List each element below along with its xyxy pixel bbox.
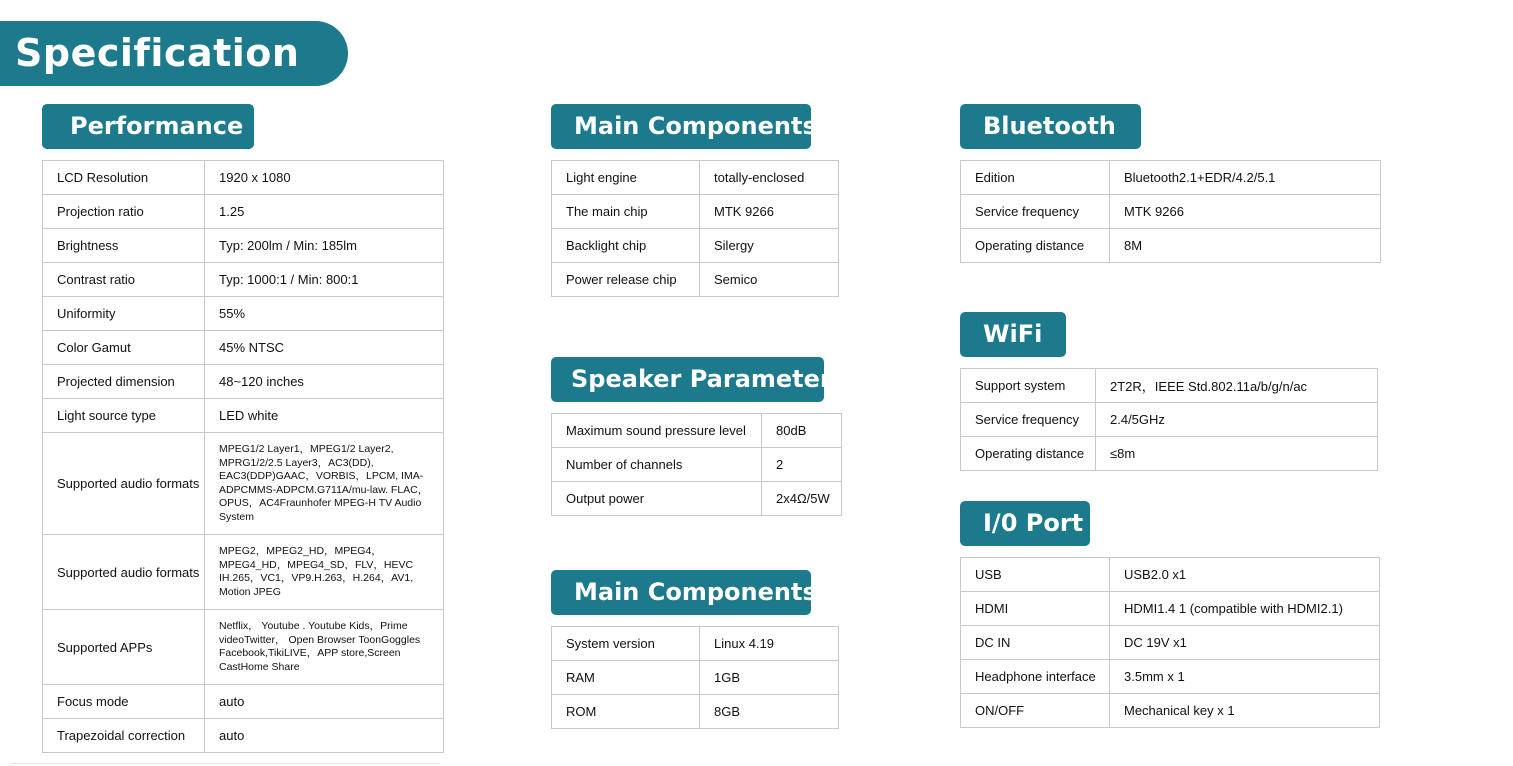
spec-value: Typ: 1000:1 / Min: 800:1 bbox=[205, 263, 444, 297]
spec-value: 2.4/5GHz bbox=[1096, 403, 1378, 437]
spec-label: Maximum sound pressure level bbox=[552, 414, 762, 448]
spec-label: Headphone interface bbox=[961, 660, 1110, 694]
spec-value: Silergy bbox=[700, 229, 839, 263]
table-row bbox=[552, 448, 842, 482]
spec-value: HDMI1.4 1 (compatible with HDMI2.1) bbox=[1110, 592, 1380, 626]
table-row bbox=[43, 331, 444, 365]
spec-value: 48~120 inches bbox=[205, 365, 444, 399]
spec-label: Service frequency bbox=[961, 403, 1096, 437]
spec-label: Light source type bbox=[43, 399, 205, 433]
spec-label: Supported APPs bbox=[43, 610, 205, 685]
table-row bbox=[43, 161, 444, 195]
spec-label: Uniformity bbox=[43, 297, 205, 331]
section-title-bluetooth: Bluetooth bbox=[960, 104, 1141, 149]
spec-value: USB2.0 x1 bbox=[1110, 558, 1380, 592]
spec-value: 1GB bbox=[700, 661, 839, 695]
table-row bbox=[43, 297, 444, 331]
spec-value: auto bbox=[205, 685, 444, 719]
footer-divider bbox=[10, 763, 440, 764]
spec-value: totally-enclosed bbox=[700, 161, 839, 195]
spec-value: 8GB bbox=[700, 695, 839, 729]
spec-label: Light engine bbox=[552, 161, 700, 195]
spec-label: Color Gamut bbox=[43, 331, 205, 365]
spec-label: RAM bbox=[552, 661, 700, 695]
spec-label: Brightness bbox=[43, 229, 205, 263]
table-row bbox=[961, 161, 1381, 195]
table-row bbox=[961, 229, 1381, 263]
spec-label: The main chip bbox=[552, 195, 700, 229]
spec-value: 80dB bbox=[762, 414, 842, 448]
page-title: Specification bbox=[15, 31, 300, 75]
wifi-table bbox=[960, 368, 1378, 471]
table-row bbox=[43, 365, 444, 399]
spec-value: 55% bbox=[205, 297, 444, 331]
section-title-main-components: Main Components bbox=[551, 104, 811, 149]
spec-label: Edition bbox=[961, 161, 1110, 195]
table-row bbox=[961, 592, 1380, 626]
spec-label: ROM bbox=[552, 695, 700, 729]
bluetooth-table bbox=[960, 160, 1381, 263]
spec-label: Projected dimension bbox=[43, 365, 205, 399]
spec-label: Supported audio formats bbox=[43, 535, 205, 610]
section-title-wifi: WiFi bbox=[960, 312, 1066, 357]
spec-label: Operating distance bbox=[961, 437, 1096, 471]
section-title-main-components-system: Main Components bbox=[551, 570, 811, 615]
page-title-banner bbox=[0, 21, 348, 86]
spec-label: USB bbox=[961, 558, 1110, 592]
table-row bbox=[961, 369, 1378, 403]
spec-value: MPEG2，MPEG2_HD，MPEG4， MPEG4_HD，MPEG4_SD，FLV，HEVC IH.265，VC1，VP9.H.263，H.264，AV1, Motion JPEG bbox=[205, 535, 444, 610]
spec-value: 1.25 bbox=[205, 195, 444, 229]
spec-value: MTK 9266 bbox=[700, 195, 839, 229]
speaker-parameters-table bbox=[551, 413, 842, 516]
spec-value: MPEG1/2 Layer1，MPEG1/2 Layer2, MPRG1/2/2.5 Layer3，AC3(DD), EAC3(DDP)GAAC，VORBIS，LPCM, IMA-ADPCMMS-ADPCM.G711A/mu-law. FLAC，OPUS，AC4Fraunhofer MPEG-H TV Audio System bbox=[205, 433, 444, 535]
spec-label: Contrast ratio bbox=[43, 263, 205, 297]
table-row bbox=[961, 558, 1380, 592]
spec-value: 8M bbox=[1110, 229, 1381, 263]
spec-value: MTK 9266 bbox=[1110, 195, 1381, 229]
performance-table bbox=[42, 160, 444, 753]
io-port-table bbox=[960, 557, 1380, 728]
table-row bbox=[552, 695, 839, 729]
spec-value: LED white bbox=[205, 399, 444, 433]
spec-label: HDMI bbox=[961, 592, 1110, 626]
spec-value: 45% NTSC bbox=[205, 331, 444, 365]
table-row bbox=[552, 263, 839, 297]
spec-value: Linux 4.19 bbox=[700, 627, 839, 661]
table-row bbox=[961, 195, 1381, 229]
table-row bbox=[552, 661, 839, 695]
section-title-speaker-parameters: Speaker Parameters bbox=[551, 357, 824, 402]
table-row bbox=[961, 403, 1378, 437]
spec-label: ON/OFF bbox=[961, 694, 1110, 728]
spec-label: Trapezoidal correction bbox=[43, 719, 205, 753]
table-row bbox=[43, 685, 444, 719]
table-row bbox=[552, 161, 839, 195]
spec-label: Supported audio formats bbox=[43, 433, 205, 535]
spec-value: Typ: 200lm / Min: 185lm bbox=[205, 229, 444, 263]
spec-label: Support system bbox=[961, 369, 1096, 403]
system-components-table bbox=[551, 626, 839, 729]
spec-value: 2T2R，IEEE Std.802.11a/b/g/n/ac bbox=[1096, 369, 1378, 403]
table-row bbox=[43, 399, 444, 433]
section-title-io-port: I/0 Port bbox=[960, 501, 1090, 546]
spec-value: 2 bbox=[762, 448, 842, 482]
spec-value: 2x4Ω/5W bbox=[762, 482, 842, 516]
spec-value: 3.5mm x 1 bbox=[1110, 660, 1380, 694]
spec-value: ≤8m bbox=[1096, 437, 1378, 471]
table-row bbox=[552, 229, 839, 263]
spec-label: Backlight chip bbox=[552, 229, 700, 263]
spec-label: Power release chip bbox=[552, 263, 700, 297]
spec-label: Output power bbox=[552, 482, 762, 516]
table-row bbox=[552, 195, 839, 229]
table-row bbox=[43, 195, 444, 229]
spec-label: Operating distance bbox=[961, 229, 1110, 263]
table-row bbox=[43, 535, 444, 610]
spec-label: LCD Resolution bbox=[43, 161, 205, 195]
spec-label: Projection ratio bbox=[43, 195, 205, 229]
spec-value: Semico bbox=[700, 263, 839, 297]
table-row bbox=[961, 626, 1380, 660]
spec-value: Mechanical key x 1 bbox=[1110, 694, 1380, 728]
main-components-table bbox=[551, 160, 839, 297]
table-row bbox=[552, 627, 839, 661]
spec-label: Focus mode bbox=[43, 685, 205, 719]
section-title-performance: Performance bbox=[42, 104, 254, 149]
table-row bbox=[43, 433, 444, 535]
spec-label: DC IN bbox=[961, 626, 1110, 660]
spec-label: Service frequency bbox=[961, 195, 1110, 229]
table-row bbox=[43, 263, 444, 297]
spec-value: auto bbox=[205, 719, 444, 753]
table-row bbox=[961, 660, 1380, 694]
spec-value: Netflix， Youtube . Youtube Kids，Prime videoTwitter， Open Browser ToonGoggles Facebook,TikiLIVE，APP store,Screen CastHome Share bbox=[205, 610, 444, 685]
spec-value: 1920 x 1080 bbox=[205, 161, 444, 195]
table-row bbox=[552, 482, 842, 516]
table-row bbox=[961, 694, 1380, 728]
table-row bbox=[43, 719, 444, 753]
spec-value: Bluetooth2.1+EDR/4.2/5.1 bbox=[1110, 161, 1381, 195]
table-row bbox=[961, 437, 1378, 471]
table-row bbox=[552, 414, 842, 448]
spec-value: DC 19V x1 bbox=[1110, 626, 1380, 660]
spec-label: System version bbox=[552, 627, 700, 661]
table-row bbox=[43, 229, 444, 263]
spec-label: Number of channels bbox=[552, 448, 762, 482]
table-row bbox=[43, 610, 444, 685]
